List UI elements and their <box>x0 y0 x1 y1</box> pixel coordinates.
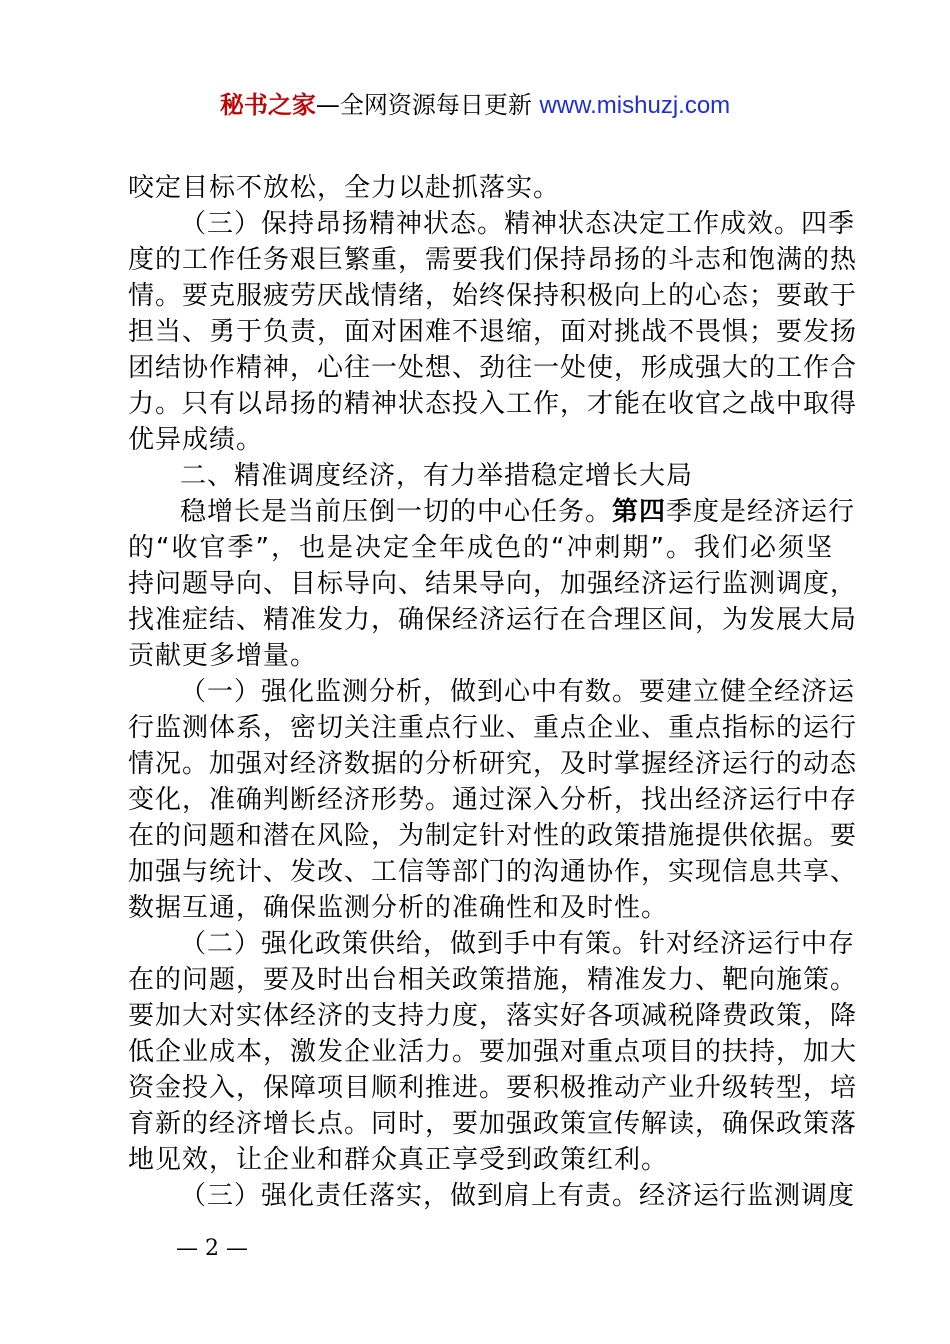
text-line: 在的问题和潜在风险，为制定针对性的政策措施提供依据。要 <box>128 821 858 851</box>
text-line: 加强与统计、发改、工信等部门的沟通协作，实现信息共享、 <box>128 857 858 887</box>
header-tagline: —全网资源每日更新 <box>315 91 540 119</box>
text-segment: 稳增长是当前压倒一切的中心任务。 <box>180 497 613 527</box>
page-number: — 2 — <box>176 1236 248 1261</box>
text-line: 要加大对实体经济的支持力度，落实好各项减税降费政策，降 <box>128 1001 858 1031</box>
text-line: 行监测体系，密切关注重点行业、重点企业、重点指标的运行 <box>128 713 858 743</box>
text-line: 育新的经济增长点。同时，要加强政策宣传解读，确保政策落 <box>128 1109 858 1139</box>
text-line: （三）强化责任落实，做到肩上有责。经济运行监测调度 <box>180 1181 856 1211</box>
text-line: （一）强化监测分析，做到心中有数。要建立健全经济运 <box>180 677 856 707</box>
text-line: 在的问题，要及时出台相关政策措施，精准发力、靶向施策。 <box>128 965 858 995</box>
text-line: 担当、勇于负责，面对困难不退缩，面对挑战不畏惧；要发扬 <box>128 317 858 347</box>
text-line: 低企业成本，激发企业活力。要加强对重点项目的扶持，加大 <box>128 1037 858 1067</box>
text-segment: 季度是经济运行 <box>666 497 856 527</box>
text-line: 团结协作精神，心往一处想、劲往一处使，形成强大的工作合 <box>128 353 858 383</box>
text-line: 情况。加强对经济数据的分析研究，及时掌握经济运行的动态 <box>128 749 858 779</box>
page-header <box>0 90 950 121</box>
text-line: （二）强化政策供给，做到手中有策。针对经济运行中存 <box>180 929 856 959</box>
text-line <box>128 494 856 530</box>
text-line: 贡献更多增量。 <box>128 641 318 671</box>
text-line: 数据互通，确保监测分析的准确性和及时性。 <box>128 893 669 923</box>
text-line: 优异成绩。 <box>128 425 264 455</box>
text-line: 力。只有以昂扬的精神状态投入工作，才能在收官之战中取得 <box>128 389 858 419</box>
text-line: 持问题导向、目标导向、结果导向，加强经济运行监测调度， <box>128 569 858 599</box>
header-url[interactable]: www.mishuzj.com <box>539 92 731 119</box>
section-heading: 二、精准调度经济，有力举措稳定增长大局 <box>180 461 694 491</box>
text-line: 找准症结、精准发力，确保经济运行在合理区间，为发展大局 <box>128 605 858 635</box>
text-line: 地见效，让企业和群众真正享受到政策红利。 <box>128 1145 669 1175</box>
bold-text: 第四 <box>612 497 667 527</box>
document-body <box>128 170 858 1214</box>
text-line: （三）保持昂扬精神状态。精神状态决定工作成效。四季 <box>180 209 856 239</box>
text-line: 度的工作任务艰巨繁重，需要我们保持昂扬的斗志和饱满的热 <box>128 245 858 275</box>
text-line: 资金投入，保障项目顺利推进。要积极推动产业升级转型，培 <box>128 1073 858 1103</box>
brand-name: 秘书之家 <box>219 91 316 119</box>
text-line: 咬定目标不放松，全力以赴抓落实。 <box>128 173 561 203</box>
text-line: 情。要克服疲劳厌战情绪，始终保持积极向上的心态；要敢于 <box>128 281 858 311</box>
text-line: 的“收官季”，也是决定全年成色的“冲刺期”。我们必须坚 <box>128 533 833 563</box>
text-line: 变化，准确判断经济形势。通过深入分析，找出经济运行中存 <box>128 785 858 815</box>
